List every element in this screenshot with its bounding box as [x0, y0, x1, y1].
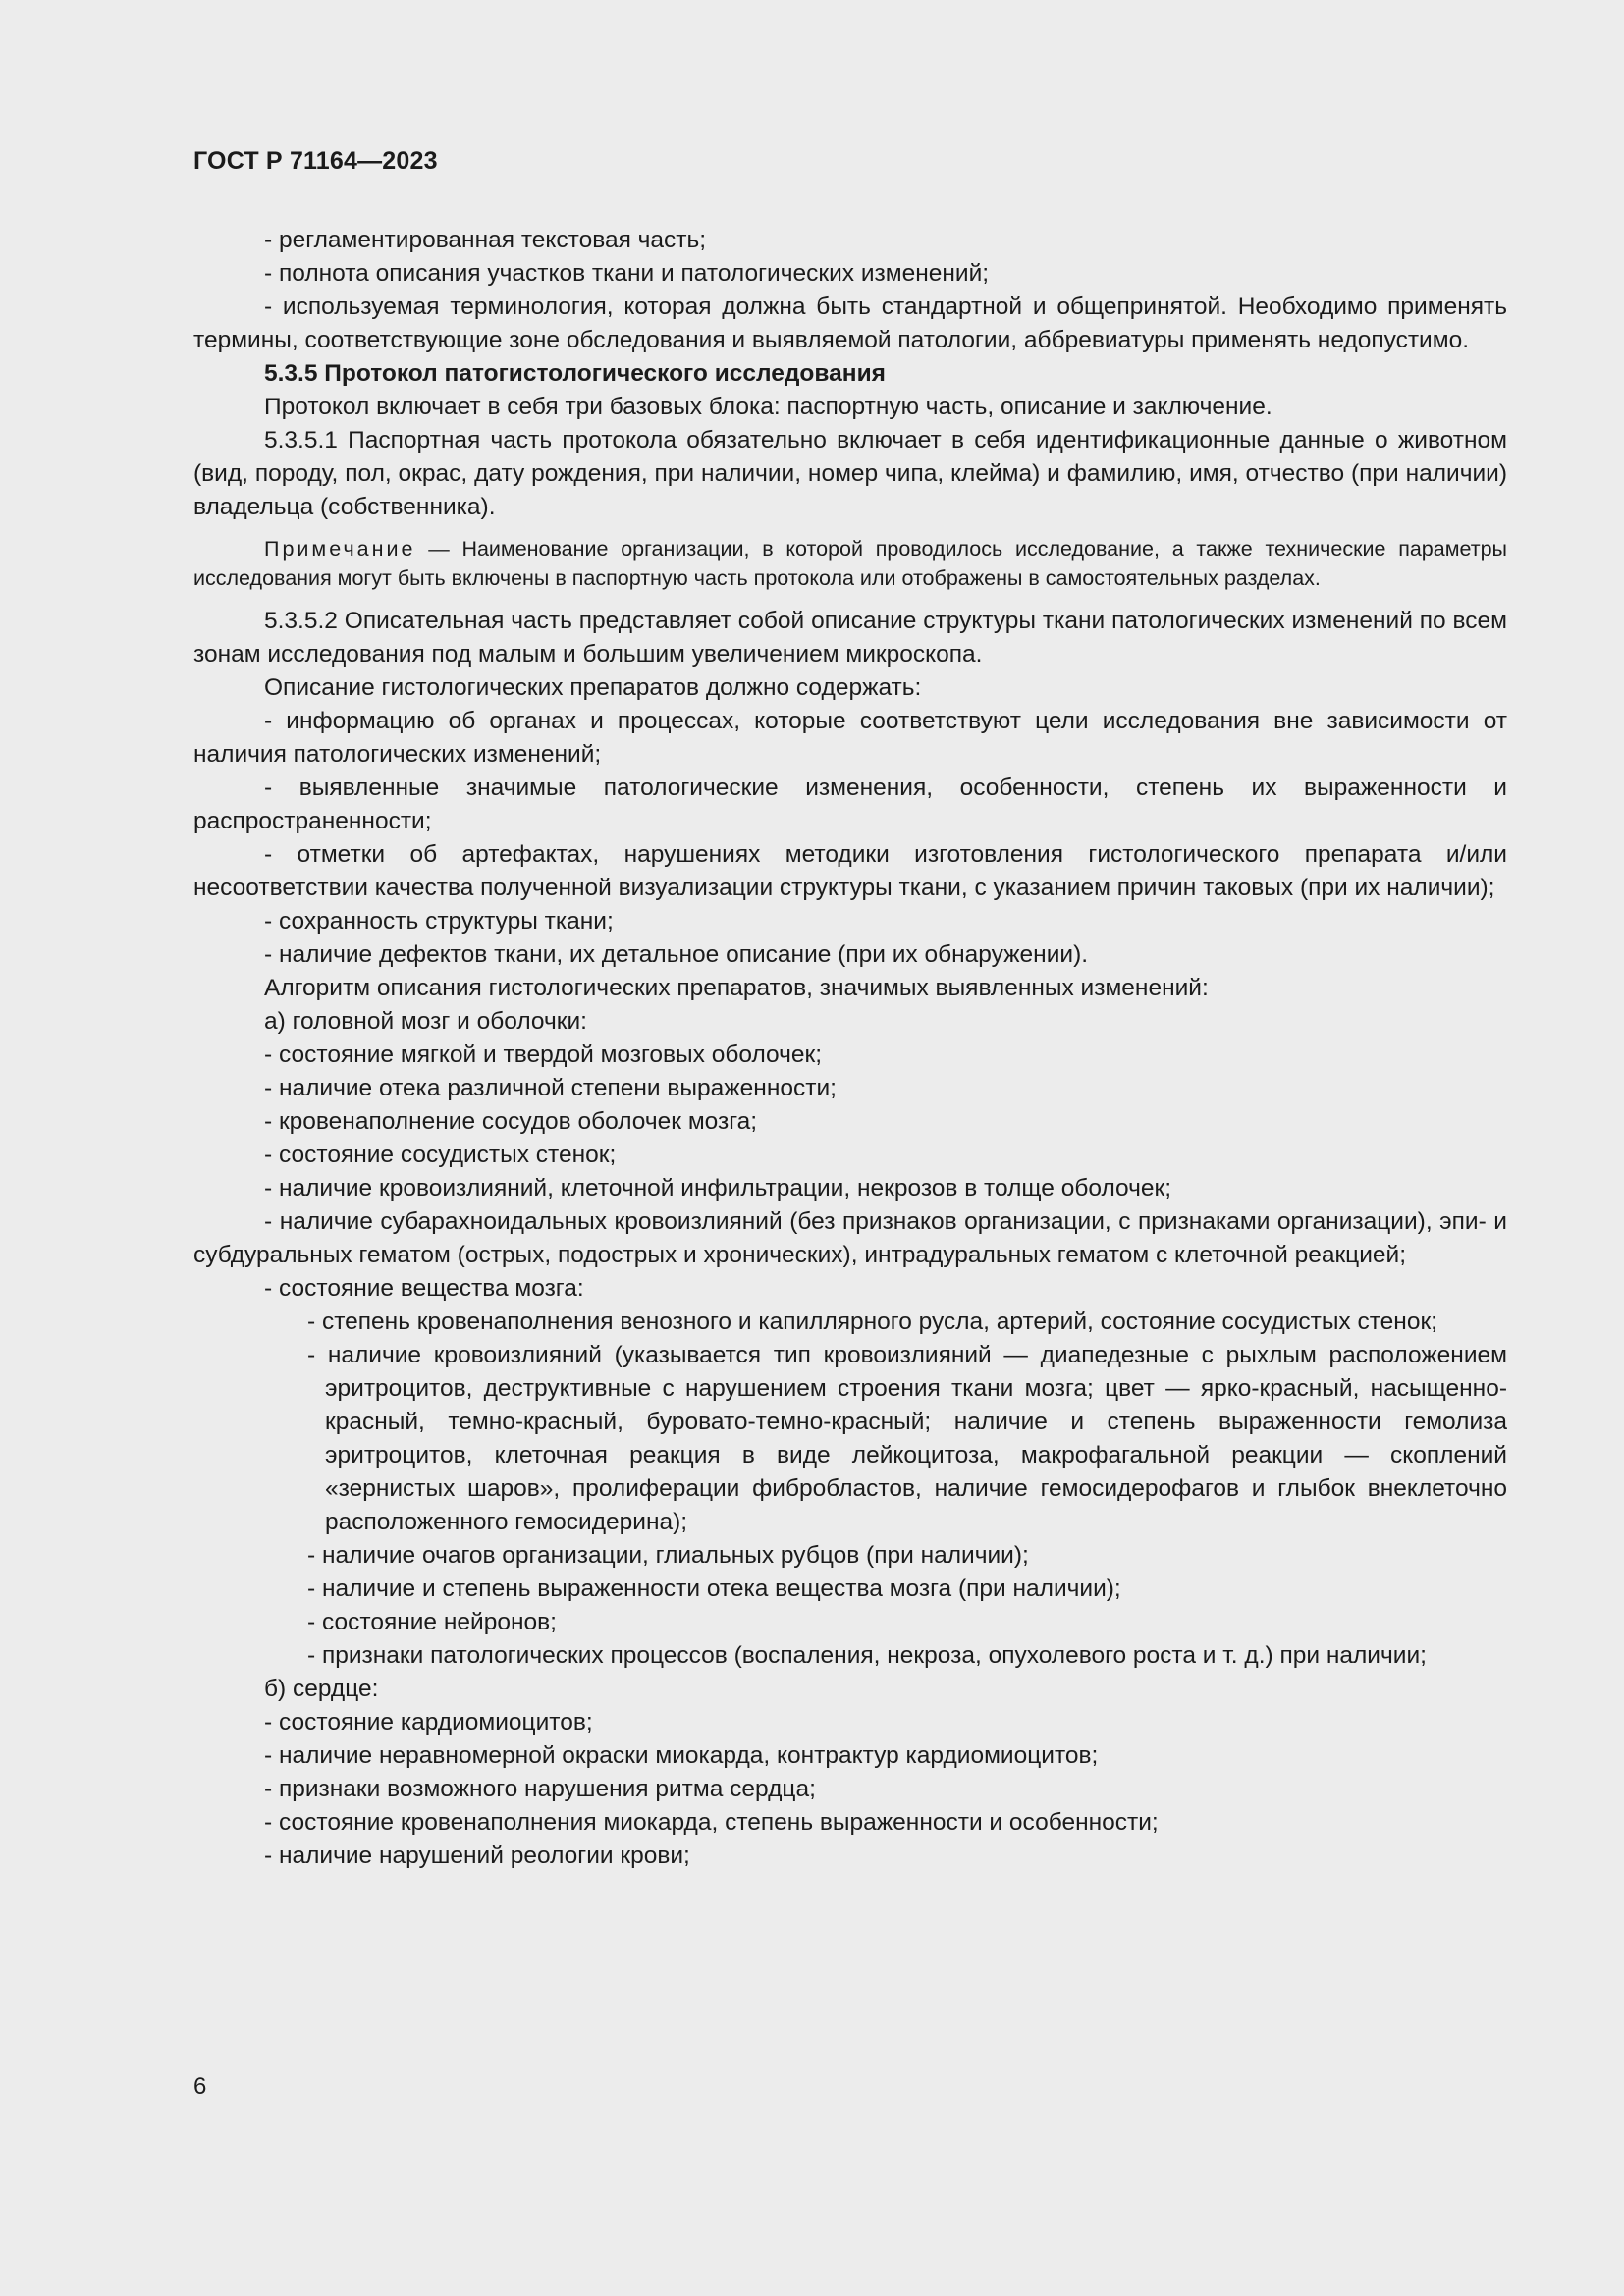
list-item: - наличие дефектов ткани, их детальное описание (при их обнаружении). — [264, 941, 1089, 968]
sub-list-item: - наличие очагов организации, глиальных рубцов (при наличии); — [307, 1542, 1029, 1569]
list-item: - состояние вещества мозга: — [264, 1275, 584, 1302]
list-item: - состояние мягкой и твердой мозговых оболочек; — [264, 1041, 823, 1068]
sub-list-item: - признаки патологических процессов (воспаления, некроза, опухолевого роста и т. д.) при наличии; — [307, 1642, 1427, 1669]
sub-list-item: - степень кровенаполнения венозного и капиллярного русла, артерий, состояние сосудистых стенок; — [307, 1308, 1437, 1335]
list-heading: а) головной мозг и оболочки: — [264, 1008, 587, 1035]
paragraph: 5.3.5.2 Описательная часть представляет собой описание структуры ткани патологических изменений по всем зонам исследования под малым и большим увеличением микроскопа. — [193, 608, 1507, 667]
page-number: 6 — [193, 2073, 207, 2100]
paragraph: 5.3.5.1 Паспортная часть протокола обязательно включает в себя идентификационные данные о животном (вид, породу, пол, окрас, дату рождения, при наличии, номер чипа, клейма) и фамилию, имя, отчество (при наличии) владельца (собственника). — [193, 427, 1507, 520]
list-item: - кровенаполнение сосудов оболочек мозга; — [264, 1108, 758, 1135]
list-heading: б) сердце: — [264, 1676, 379, 1702]
section-heading: 5.3.5 Протокол патогистологического исследования — [264, 360, 886, 387]
list-item: - наличие субарахноидальных кровоизлияний (без признаков организации, с признаками организации), эпи- и субдуральных гематом (острых, подострых и хронических), интрадуральных гематом с клеточной реакцией; — [193, 1208, 1507, 1268]
sub-list-item: - наличие и степень выраженности отека вещества мозга (при наличии); — [307, 1575, 1121, 1602]
list-item: - признаки возможного нарушения ритма сердца; — [264, 1776, 816, 1802]
list-item: - отметки об артефактах, нарушениях методики изготовления гистологического препарата и/или несоответствии качества полученной визуализации структуры ткани, с указанием причин таковых (при их наличии); — [193, 841, 1507, 901]
paragraph: - полнота описания участков ткани и патологических изменений; — [264, 260, 990, 287]
list-item: - состояние сосудистых стенок; — [264, 1142, 617, 1168]
list-item: - наличие отека различной степени выраженности; — [264, 1075, 837, 1101]
list-item: - состояние кардиомиоцитов; — [264, 1709, 593, 1735]
paragraph: Описание гистологических препаратов должно содержать: — [264, 674, 922, 701]
paragraph: Протокол включает в себя три базовых блока: паспортную часть, описание и заключение. — [264, 394, 1272, 420]
paragraph: - регламентированная текстовая часть; — [264, 227, 707, 253]
note-text: — Наименование организации, в которой проводилось исследование, а также технические параметры исследования могут быть включены в паспортную часть протокола или отображены в самостоятельных разделах. — [193, 537, 1507, 590]
list-item: - наличие нарушений реологии крови; — [264, 1842, 690, 1869]
note-label: Примечание — [264, 537, 416, 561]
list-item: - выявленные значимые патологические изменения, особенности, степень их выраженности и распространенности; — [193, 774, 1507, 834]
list-item: - наличие неравномерной окраски миокарда, контрактур кардиомиоцитов; — [264, 1742, 1099, 1769]
list-item: - информацию об органах и процессах, которые соответствуют цели исследования вне зависимости от наличия патологических изменений; — [193, 708, 1507, 768]
note — [193, 534, 1507, 593]
paragraph: Алгоритм описания гистологических препаратов, значимых выявленных изменений: — [264, 975, 1209, 1001]
paragraph: - используемая терминология, которая должна быть стандартной и общепринятой. Необходимо применять термины, соответствующие зоне обследования и выявляемой патологии, аббревиатуры применять недопустимо. — [193, 294, 1507, 353]
list-item: - состояние кровенаполнения миокарда, степень выраженности и особенности; — [264, 1809, 1159, 1836]
document-page — [193, 0, 1507, 2296]
list-item: - сохранность структуры ткани; — [264, 908, 614, 934]
sub-list-item: - состояние нейронов; — [307, 1609, 557, 1635]
document-header: ГОСТ Р 71164—2023 — [193, 147, 438, 175]
document-body — [193, 224, 1507, 1873]
list-item: - наличие кровоизлияний, клеточной инфильтрации, некрозов в толще оболочек; — [264, 1175, 1172, 1201]
sub-list-item: - наличие кровоизлияний (указывается тип кровоизлияний — диапедезные с рыхлым расположением эритроцитов, деструктивные с нарушением строения ткани мозга; цвет — ярко-красный, насыщенно-красный, темно-красный, буровато-темно-красный; наличие и степень выраженности гемолиза эритроцитов, клеточная реакция в виде лейкоцитоза, макрофагальной реакции — скоплений «зернистых шаров», пролиферации фибробластов, наличие гемосидерофагов и глыбок внеклеточно расположенного гемосидерина); — [307, 1342, 1507, 1535]
